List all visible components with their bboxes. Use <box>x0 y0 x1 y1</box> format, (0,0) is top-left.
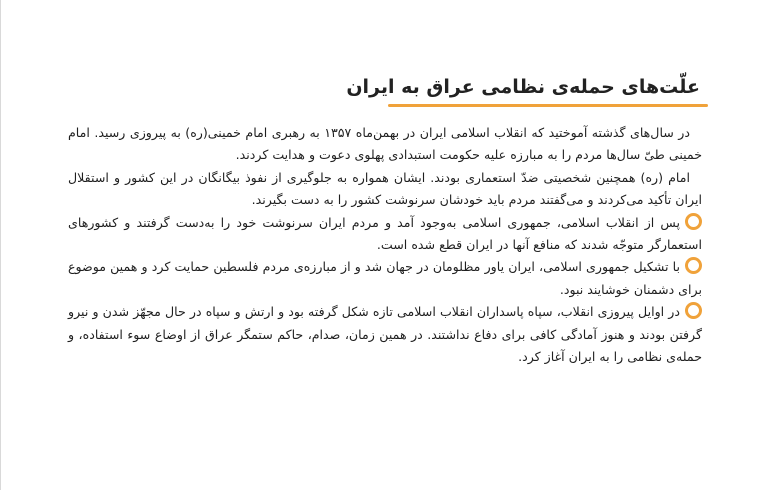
bullet-item-1 <box>68 212 702 257</box>
paragraph-imam: امام (ره) همچنین شخصیتی ضدّ استعماری بودند. ایشان همواره به جلوگیری از نفوذ بیگانگان در این کشور و استقلال ایران تأکید می‌کردند و می‌گفتند مردم باید خودشان سرنوشت کشور را به دست بگیرند. <box>68 169 702 208</box>
bullet-item-2 <box>68 256 702 301</box>
bullet-text-1: پس از انقلاب اسلامی، جمهوری اسلامی به‌وجود آمد و مردم ایران سرنوشت خود را به‌دست گرفتند و کشورهای استعمارگر متوجّه شدند که منافع آنها در ایران قطع شده است. <box>68 214 702 253</box>
bullet-text-2: با تشکیل جمهوری اسلامی، ایران یاور مظلومان در جهان شد و از مبارزه‌ی مردم فلسطین حمایت کرد و همین موضوع برای دشمنان خوشایند نبود. <box>68 259 702 297</box>
orange-ring-bullet-icon <box>685 213 702 230</box>
page-title: علّت‌های حمله‌ی نظامی عراق به ایران <box>346 76 700 98</box>
lesson-body <box>68 122 702 368</box>
section-heading <box>346 74 700 100</box>
orange-ring-bullet-icon <box>685 302 702 319</box>
paragraph-intro: در سال‌های گذشته آموختید که انقلاب اسلامی ایران در بهمن‌ماه ۱۳۵۷ به رهبری امام خمینی(ره) به پیروزی رسید. امام خمینی طیّ سال‌ها مردم را به مبارزه علیه حکومت استبدادی پهلوی دعوت و هدایت کردند. <box>68 125 702 163</box>
bullet-text-3: در اوایل پیروزی انقلاب، سپاه پاسداران انقلاب اسلامی تازه شکل گرفته بود و ارتش و سپاه در حال مجهّز شدن و نیرو گرفتن بودند و هنوز آمادگی کافی برای دفاع نداشتند. در همین زمان، صدام، حاکم ستمگر عراق از اوضاع سوء استفاده، و حمله‌ی نظامی را به ایران آغاز کرد. <box>68 304 702 365</box>
orange-ring-bullet-icon <box>685 257 702 274</box>
bullet-item-3 <box>68 301 702 368</box>
title-underline <box>388 104 708 107</box>
